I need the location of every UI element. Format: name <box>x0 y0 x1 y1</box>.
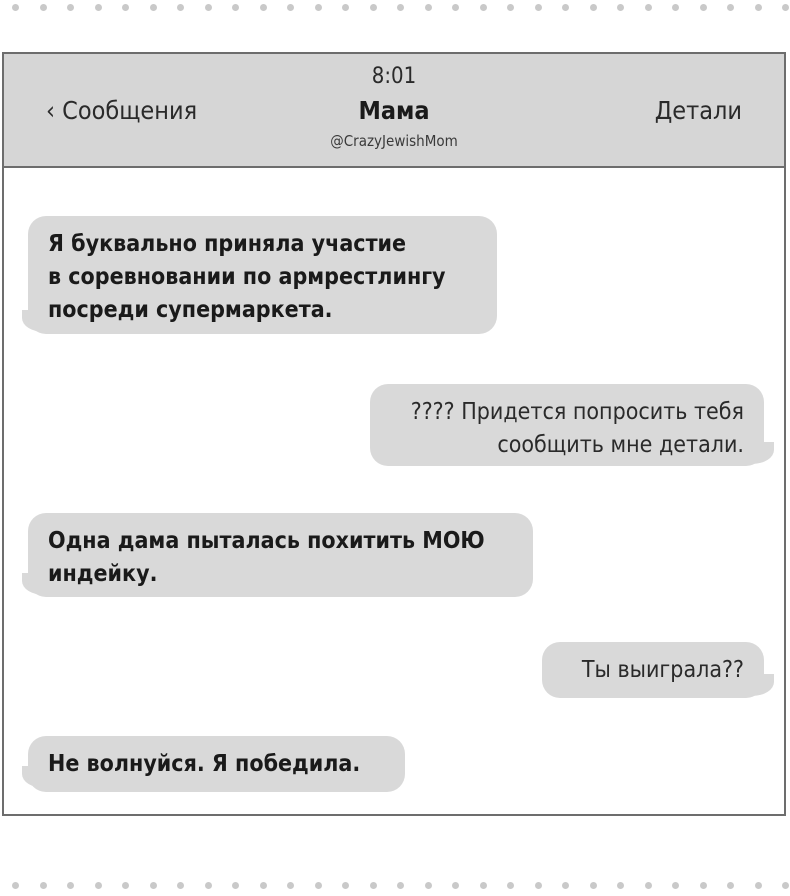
decorative-dot <box>67 4 74 11</box>
decorative-dot <box>12 882 19 889</box>
decorative-dot <box>205 882 212 889</box>
decorative-dot <box>535 882 542 889</box>
decorative-dot <box>370 4 377 11</box>
decorative-dot <box>590 882 597 889</box>
decorative-dot <box>150 882 157 889</box>
decorative-dot <box>672 882 679 889</box>
decorative-dot <box>645 882 652 889</box>
decorative-dot <box>507 882 514 889</box>
decorative-dot <box>480 4 487 11</box>
decorative-dot <box>480 882 487 889</box>
decorative-dot <box>782 882 789 889</box>
details-button[interactable]: Детали <box>654 96 742 125</box>
contact-name: Мама <box>358 96 430 125</box>
decorative-dot <box>232 4 239 11</box>
decorative-dot-row-bottom <box>0 880 790 892</box>
decorative-dot <box>645 4 652 11</box>
decorative-dot <box>232 882 239 889</box>
decorative-dot <box>260 882 267 889</box>
decorative-dot <box>287 882 294 889</box>
decorative-dot <box>425 4 432 11</box>
decorative-dot <box>315 4 322 11</box>
decorative-dot <box>122 882 129 889</box>
back-to-messages-button[interactable]: ‹ Сообщения <box>46 96 198 125</box>
decorative-dot <box>782 4 789 11</box>
decorative-dot <box>700 882 707 889</box>
decorative-dot <box>755 882 762 889</box>
message-bubble-outgoing: Ты выиграла?? <box>542 642 764 698</box>
decorative-dot <box>67 882 74 889</box>
decorative-dot <box>342 882 349 889</box>
message-bubble-incoming: Одна дама пыталась похитить МОЮ индейку. <box>28 513 533 597</box>
decorative-dot <box>590 4 597 11</box>
decorative-dot <box>95 882 102 889</box>
message-bubble-incoming: Не волнуйся. Я победила. <box>28 736 405 792</box>
decorative-dot <box>150 4 157 11</box>
decorative-dot <box>727 882 734 889</box>
decorative-dot <box>507 4 514 11</box>
decorative-dot <box>535 4 542 11</box>
decorative-dot <box>122 4 129 11</box>
messages-screen <box>2 52 786 816</box>
decorative-dot <box>755 4 762 11</box>
decorative-dot <box>260 4 267 11</box>
decorative-dot <box>177 882 184 889</box>
decorative-dot <box>397 882 404 889</box>
decorative-dot <box>40 4 47 11</box>
message-bubble-outgoing: ???? Придется попросить тебя сообщить мне детали. <box>370 384 764 466</box>
decorative-dot <box>562 882 569 889</box>
decorative-dot <box>12 4 19 11</box>
decorative-dot <box>177 4 184 11</box>
decorative-dot <box>727 4 734 11</box>
decorative-dot <box>205 4 212 11</box>
decorative-dot-row-top <box>0 2 790 14</box>
contact-handle: @CrazyJewishMom <box>330 132 458 150</box>
status-time: 8:01 <box>371 64 417 89</box>
decorative-dot <box>40 882 47 889</box>
message-bubble-incoming: Я буквально приняла участие в соревновании по армрестлингу посреди супермаркета. <box>28 216 497 334</box>
decorative-dot <box>95 4 102 11</box>
decorative-dot <box>370 882 377 889</box>
conversation-header <box>4 54 784 168</box>
decorative-dot <box>315 882 322 889</box>
decorative-dot <box>397 4 404 11</box>
decorative-dot <box>425 882 432 889</box>
decorative-dot <box>342 4 349 11</box>
decorative-dot <box>562 4 569 11</box>
decorative-dot <box>617 882 624 889</box>
decorative-dot <box>452 4 459 11</box>
decorative-dot <box>617 4 624 11</box>
decorative-dot <box>700 4 707 11</box>
decorative-dot <box>452 882 459 889</box>
decorative-dot <box>672 4 679 11</box>
decorative-dot <box>287 4 294 11</box>
